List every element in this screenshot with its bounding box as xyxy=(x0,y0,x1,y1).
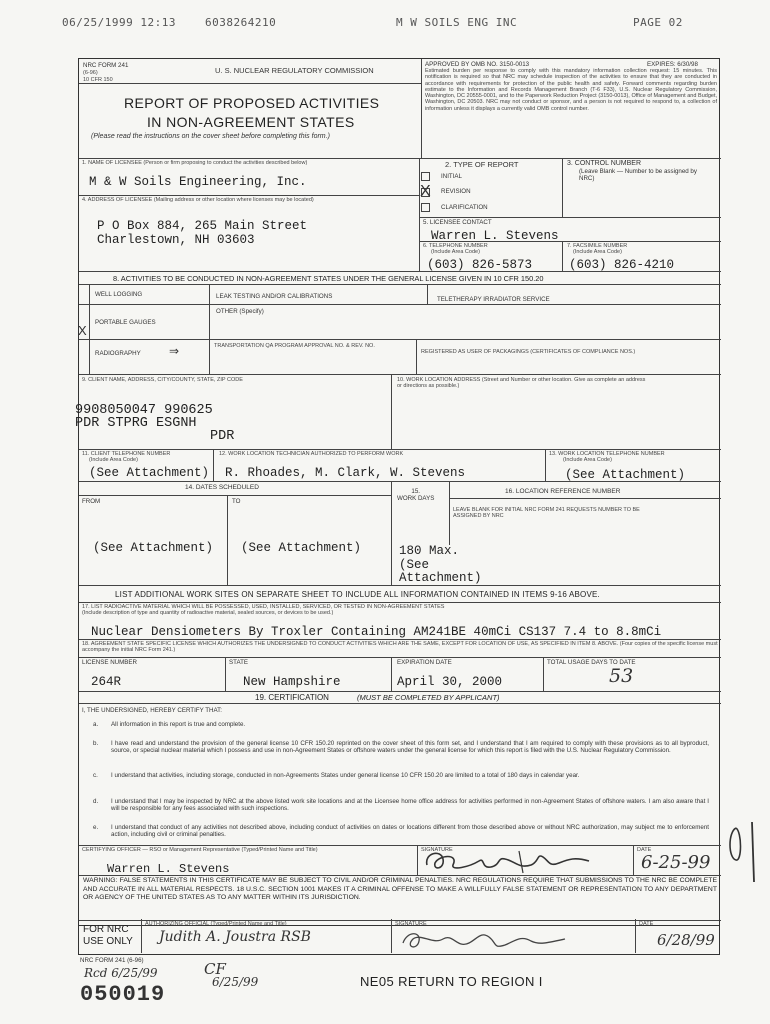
signature-label: SIGNATURE xyxy=(421,847,453,853)
activity-other: OTHER (Specify) xyxy=(216,308,264,315)
fax-label: 7. FACSIMILE NUMBER xyxy=(567,243,628,249)
certifying-officer-label: CERTIFYING OFFICER — RSO or Management Representative (Typed/Printed Name and Title) xyxy=(82,847,318,853)
cert-item-b-text: I have read and understand the provision of the general license 10 CFR 150.20 reprinted on the cover sheet of this form set, and I understand that I am required to comply with these provisions as to all byproduct, source, or special nuclear material which I possess and use in non-Agreement States or offshore waters under the general license for which this report is filed with the U.S. Nuclear Regulatory Commission. xyxy=(111,740,709,754)
control-number-label: 3. CONTROL NUMBER xyxy=(567,160,642,167)
report-type-clarification: CLARIFICATION xyxy=(441,204,488,211)
agency-name: U. S. NUCLEAR REGULATORY COMMISSION xyxy=(215,66,374,75)
cert-item-e-text: I understand that conduct of any activities not described above, including conduct of activities on dates or locations different from those described above or without NRC authorization, may subject me to enforcement action, including civil or criminal penalties. xyxy=(111,824,709,838)
activities-header: 8. ACTIVITIES TO BE CONDUCTED IN NON-AGREEMENT STATES UNDER THE GENERAL LICENSE GIVEN IN 10 CFR 150.20 xyxy=(113,274,544,283)
location-ref-label: 16. LOCATION REFERENCE NUMBER xyxy=(505,488,621,495)
license-number-label: LICENSE NUMBER xyxy=(82,659,138,666)
fax-datetime: 06/25/1999 12:13 xyxy=(62,16,176,29)
applicant-signature-icon xyxy=(419,845,619,875)
form-title-line2: IN NON-AGREEMENT STATES xyxy=(147,114,355,130)
work-days-line2: (See xyxy=(399,558,430,572)
cert-date-label: DATE xyxy=(637,847,652,853)
margin-mark-icon xyxy=(722,818,762,888)
form-cfr: 10 CFR 150 xyxy=(83,77,113,83)
client-phone-note: (Include Area Code) xyxy=(89,457,138,463)
pdr-stamp-line1: 9908050047 990625 xyxy=(75,403,213,418)
contact-label: 5. LICENSEE CONTACT xyxy=(423,219,492,226)
usage-days-value: 53 xyxy=(609,665,634,687)
nrc-use-label-line2: USE ONLY xyxy=(83,936,133,947)
footer-initials-date: 6/25/99 xyxy=(212,975,259,989)
authorizing-official-value: Judith A. Joustra RSB xyxy=(159,929,311,945)
activity-teletherapy: TELETHERAPY IRRADIATOR SERVICE xyxy=(437,296,550,303)
from-value: (See Attachment) xyxy=(93,541,214,555)
authorizing-official-label: AUTHORIZING OFFICIAL (Typed/Printed Name and Title) xyxy=(145,921,287,927)
radiography-arrow-icon: ⇒ xyxy=(169,344,180,358)
usage-days-label: TOTAL USAGE DAYS TO DATE xyxy=(547,659,636,666)
fax-sender: M W SOILS ENG INC xyxy=(396,16,518,29)
report-type-initial: INITIAL xyxy=(441,173,462,180)
phone-value: (603) 826-5873 xyxy=(427,258,533,272)
dates-header: 14. DATES SCHEDULED xyxy=(185,484,259,491)
fax-value: (603) 826-4210 xyxy=(569,258,675,272)
activity-radiography: RADIOGRAPHY xyxy=(95,350,141,357)
nrc-form-241 xyxy=(75,58,720,926)
omb-expires: EXPIRES: 6/30/98 xyxy=(647,61,698,68)
from-label: FROM xyxy=(82,498,101,505)
phone-label: 6. TELEPHONE NUMBER xyxy=(423,243,488,249)
certification-header: 19. CERTIFICATION xyxy=(255,693,329,702)
cert-item-c-letter: c. xyxy=(93,772,98,779)
fax-page: PAGE 02 xyxy=(633,16,683,29)
form-id: NRC FORM 241 xyxy=(83,62,129,69)
fax-number: 6038264210 xyxy=(205,16,277,29)
material-note: (Include description of type and quantity of radioactive material, sealed sources, or devices to be used.) xyxy=(82,610,334,616)
license-number-value: 264R xyxy=(91,675,122,689)
contact-value: Warren L. Stevens xyxy=(431,229,559,243)
footer-initials: CF xyxy=(204,960,226,978)
false-statement-warning: WARNING: FALSE STATEMENTS IN THIS CERTIFICATE MAY BE SUBJECT TO CIVIL AND/OR CRIMINAL PENALTIES. NRC REGULATIONS REQUIRE THAT SUBMISSIONS TO THE NRC BE COMPLETE AND ACCURATE IN ALL MATERIAL RESPECTS. 18 U.S.C. SECTION 1001 MAKES IT A CRIMINAL OFFENSE TO MAKE A WILLFULLY FALSE STATEMENT OR REPRESENTATION TO ANY DEPARTMENT OR AGENCY OF THE UNITED STATES AS TO ANY MATTER WITHIN ITS JURISDICTION. xyxy=(83,877,717,902)
nrc-date-label: DATE xyxy=(639,921,654,927)
control-number-note: (Leave Blank — Number to be assigned by NRC) xyxy=(579,168,697,182)
licensee-label: 1. NAME OF LICENSEE (Person or firm proposing to conduct the activities described below) xyxy=(82,160,308,166)
revision-mark: X xyxy=(420,183,431,200)
expiration-label: EXPIRATION DATE xyxy=(397,659,452,666)
clarification-checkbox[interactable] xyxy=(421,203,430,212)
packagings-label: REGISTERED AS USER OF PACKAGINGS (CERTIFICATES OF COMPLIANCE NOS.) xyxy=(421,349,636,355)
activity-well-logging: WELL LOGGING xyxy=(95,291,143,298)
form-title-line1: REPORT OF PROPOSED ACTIVITIES xyxy=(124,95,380,111)
transport-qa-label: TRANSPORTATION QA PROGRAM APPROVAL NO. & REV. NO. xyxy=(214,343,375,349)
footer-received: Rcd 6/25/99 xyxy=(84,966,158,980)
cert-item-a-text: All information in this report is true and complete. xyxy=(111,721,246,728)
initial-checkbox[interactable] xyxy=(421,172,430,181)
activity-portable-gauges: PORTABLE GAUGES xyxy=(95,319,156,326)
to-label: TO xyxy=(232,498,241,505)
report-type-revision: REVISION xyxy=(441,188,471,195)
activity-leak-testing: LEAK TESTING AND/OR CALIBRATIONS xyxy=(216,293,333,300)
work-days-label: 15. WORK DAYS xyxy=(397,488,435,502)
cert-item-c-text: I understand that activities, including storage, conducted in non-Agreements States under general license 10 CFR 150.20 are limited to a total of 180 days in calendar year. xyxy=(111,772,580,779)
certifying-officer-value: Warren L. Stevens xyxy=(107,862,230,876)
agreement-label: 18. AGREEMENT STATE SPECIFIC LICENSE WHICH AUTHORIZES THE UNDERSIGNED TO CONDUCT ACTIVITIES WHICH ARE THE SAME, EXCEPT FOR LOCATION OF USE, AS SPECIFIED IN ITEM 8. ABOVE. (Four copies of the specific license must accompany the initial NRC Form 241.) xyxy=(82,641,718,654)
additional-sites-note: LIST ADDITIONAL WORK SITES ON SEPARATE SHEET TO INCLUDE ALL INFORMATION CONTAINED IN ITEMS 9-16 ABOVE. xyxy=(115,590,600,599)
work-phone-label: 13. WORK LOCATION TELEPHONE NUMBER xyxy=(549,451,665,457)
address-line2: Charlestown, NH 03603 xyxy=(97,233,255,247)
nrc-use-label-line1: FOR NRC xyxy=(83,924,129,935)
nrc-signature-label: SIGNATURE xyxy=(395,921,427,927)
address-line1: P O Box 884, 265 Main Street xyxy=(97,219,308,233)
work-phone-note: (Include Area Code) xyxy=(563,457,612,463)
work-days-line3: Attachment) xyxy=(399,571,482,585)
address-label: 4. ADDRESS OF LICENSEE (Mailing address or other location where licenses may be located) xyxy=(82,197,314,203)
form-instructions: (Please read the instructions on the cover sheet before completing this form.) xyxy=(91,133,330,140)
cert-item-b-letter: b. xyxy=(93,740,99,747)
location-ref-note: LEAVE BLANK FOR INITIAL NRC FORM 241 REQUESTS NUMBER TO BE ASSIGNED BY NRC xyxy=(453,507,640,520)
portable-gauges-mark: X xyxy=(78,323,87,338)
return-to-region: NE05 RETURN TO REGION I xyxy=(360,974,543,989)
document-number: 050019 xyxy=(80,982,166,1007)
omb-approval: APPROVED BY OMB NO. 3150-0013 xyxy=(425,61,530,68)
material-value: Nuclear Densiometers By Troxler Containing AM241BE 40mCi CS137 7.4 to 8.8mCi xyxy=(91,625,662,639)
state-label: STATE xyxy=(229,659,249,666)
client-label: 9. CLIENT NAME, ADDRESS, CITY/COUNTY, STATE, ZIP CODE xyxy=(82,377,243,383)
fax-note: (Include Area Code) xyxy=(573,249,622,255)
phone-note: (Include Area Code) xyxy=(431,249,480,255)
technician-value: R. Rhoades, M. Clark, W. Stevens xyxy=(225,466,466,480)
pdr-stamp-line2: PDR STPRG ESGNH xyxy=(75,416,197,431)
cert-item-d-letter: d. xyxy=(93,798,99,805)
certification-header-note: (MUST BE COMPLETED BY APPLICANT) xyxy=(357,693,500,702)
nrc-signature-icon xyxy=(397,925,587,953)
cert-item-a-letter: a. xyxy=(93,721,99,728)
cert-item-e-letter: e. xyxy=(93,824,99,831)
technician-label: 12. WORK LOCATION TECHNICIAN AUTHORIZED TO PERFORM WORK xyxy=(219,451,404,457)
report-type-label: 2. TYPE OF REPORT xyxy=(445,160,519,169)
nrc-date-value: 6/28/99 xyxy=(657,931,715,949)
client-phone-label: 11. CLIENT TELEPHONE NUMBER xyxy=(82,451,171,457)
nrc-use-only-box xyxy=(78,919,720,955)
work-days-line1: 180 Max. xyxy=(399,544,460,558)
cert-item-d-text: I understand that I may be inspected by NRC at the above listed work site locations and at the Licensee home office address for activities performed in non-Agreement States of offshore waters. I am also aware that I will be responsible for any fees associated with such inspections. xyxy=(111,798,709,812)
burden-statement: Estimated burden per response to comply with this mandatory information collection request: 15 minutes. This notification is required so that NRC may schedule inspection of the activities to ensure that they are conducted in accordance with requirements for protection of the public health and safety. Forward comments regarding burden estimate to the Information and Records Management Branch (T-6 F33), U.S. Nuclear Regulatory Commission, Washington, DC 20555-0001, and to the Paperwork Reduction Project (3150-0013), Office of Management and Budget, Washington, DC 20503. NRC may not conduct or sponsor, and a person is not required to respond to, a collection of information unless it displays a currently valid OMB control number. xyxy=(425,68,717,112)
state-value: New Hampshire xyxy=(243,675,341,689)
work-location-label: 10. WORK LOCATION ADDRESS (Street and Number or other location. Give as complete an address or directions as possible.) xyxy=(397,377,646,390)
work-phone-value: (See Attachment) xyxy=(565,468,686,482)
to-value: (See Attachment) xyxy=(241,541,362,555)
cert-date-value: 6-25-99 xyxy=(641,852,711,873)
client-phone-value: (See Attachment) xyxy=(89,466,210,480)
expiration-value: April 30, 2000 xyxy=(397,675,503,689)
material-label: 17. LIST RADIOACTIVE MATERIAL WHICH WILL BE POSSESSED, USED, INSTALLED, SERVICED, OR TESTED IN NON-AGREEMENT STATES xyxy=(82,604,445,610)
certification-intro: I, THE UNDERSIGNED, HEREBY CERTIFY THAT: xyxy=(82,707,222,714)
form-rev: (6-96) xyxy=(83,70,98,76)
licensee-value: M & W Soils Engineering, Inc. xyxy=(89,175,307,189)
footer-form-ref: NRC FORM 241 (6-96) xyxy=(80,957,144,964)
pdr-stamp-line3: PDR xyxy=(210,429,235,444)
